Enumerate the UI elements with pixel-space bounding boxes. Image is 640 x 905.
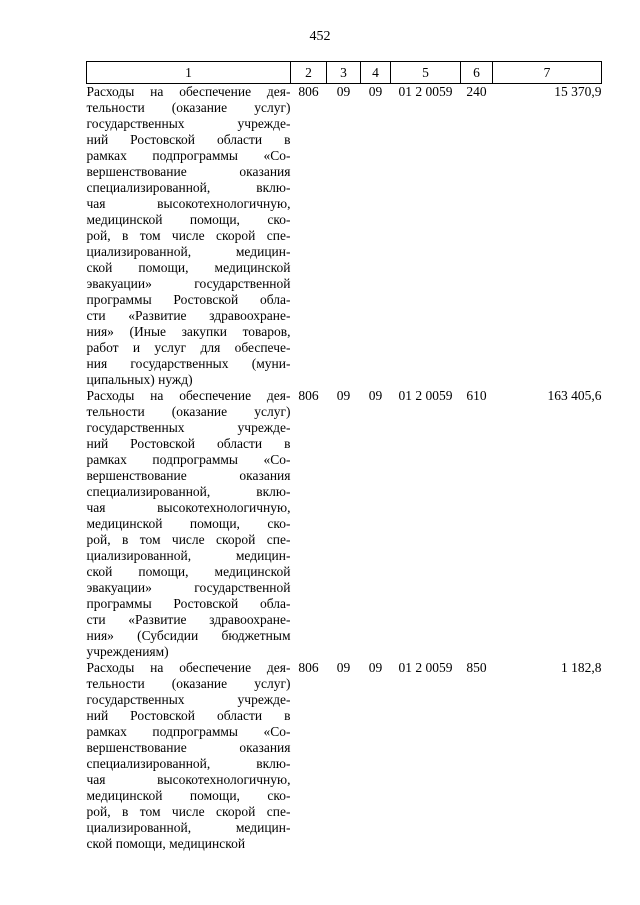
description-line: ний Ростовской области в bbox=[86, 132, 291, 147]
description-line: вершенствование оказания bbox=[86, 164, 291, 179]
description-line: ний Ростовской области в bbox=[86, 436, 291, 451]
target-article-code: 01 2 0059 bbox=[398, 388, 453, 403]
section-code: 09 bbox=[336, 388, 351, 403]
description-line: тельности (оказание услуг) bbox=[86, 676, 291, 691]
budget-table bbox=[86, 61, 602, 852]
expense-type-code: 850 bbox=[466, 660, 487, 675]
description-line: циализированной, медицин- bbox=[86, 820, 291, 835]
description-line: программы Ростовской обла- bbox=[86, 596, 291, 611]
description-line: рой, в том числе скорой спе- bbox=[86, 532, 291, 547]
description-line: вершенствование оказания bbox=[86, 740, 291, 755]
table-row bbox=[87, 660, 602, 852]
description-line: специализированной, вклю- bbox=[86, 180, 291, 195]
description-line: рой, в том числе скорой спе- bbox=[86, 804, 291, 819]
expense-type-code: 610 bbox=[466, 388, 487, 403]
description-line: специализированной, вклю- bbox=[86, 756, 291, 771]
amount: 163 405,6 bbox=[547, 388, 602, 403]
table-row bbox=[87, 84, 602, 389]
expense-description bbox=[87, 388, 291, 660]
description-line: рамках подпрограммы «Со- bbox=[86, 452, 291, 467]
col-header-2: 2 bbox=[291, 62, 327, 84]
expense-description bbox=[87, 660, 291, 852]
amount: 1 182,8 bbox=[561, 660, 602, 675]
description-line: циализированной, медицин- bbox=[86, 548, 291, 563]
page-number: 452 bbox=[309, 29, 331, 44]
description-line: учреждениям) bbox=[86, 644, 169, 659]
description-line: ний Ростовской области в bbox=[86, 708, 291, 723]
section-code: 09 bbox=[336, 660, 351, 675]
expense-type-code: 240 bbox=[466, 84, 487, 99]
description-line: чая высокотехнологичную, bbox=[86, 772, 291, 787]
col-header-7: 7 bbox=[493, 62, 602, 84]
description-line: Расходы на обеспечение дея- bbox=[86, 388, 291, 403]
description-line: ской помощи, медицинской bbox=[86, 836, 246, 851]
col-header-3: 3 bbox=[327, 62, 361, 84]
subsection-code: 09 bbox=[368, 388, 383, 403]
ministry-code: 806 bbox=[298, 84, 319, 99]
description-line: тельности (оказание услуг) bbox=[86, 404, 291, 419]
description-line: эвакуации» государственной bbox=[86, 580, 291, 595]
amount: 15 370,9 bbox=[554, 84, 602, 99]
ministry-code: 806 bbox=[298, 660, 319, 675]
description-line: специализированной, вклю- bbox=[86, 484, 291, 499]
description-line: программы Ростовской обла- bbox=[86, 292, 291, 307]
col-header-5: 5 bbox=[391, 62, 461, 84]
description-line: государственных учрежде- bbox=[86, 116, 291, 131]
description-line: ния» (Иные закупки товаров, bbox=[86, 324, 291, 339]
expense-description bbox=[87, 84, 291, 389]
description-line: сти «Развитие здравоохране- bbox=[86, 308, 291, 323]
description-line: тельности (оказание услуг) bbox=[86, 100, 291, 115]
description-line: государственных учрежде- bbox=[86, 692, 291, 707]
section-code: 09 bbox=[336, 84, 351, 99]
col-header-6: 6 bbox=[461, 62, 493, 84]
subsection-code: 09 bbox=[368, 660, 383, 675]
description-line: чая высокотехнологичную, bbox=[86, 500, 291, 515]
target-article-code: 01 2 0059 bbox=[398, 84, 453, 99]
description-line: рой, в том числе скорой спе- bbox=[86, 228, 291, 243]
description-line: медицинской помощи, ско- bbox=[86, 212, 291, 227]
target-article-code: 01 2 0059 bbox=[398, 660, 453, 675]
description-line: циализированной, медицин- bbox=[86, 244, 291, 259]
description-line: эвакуации» государственной bbox=[86, 276, 291, 291]
description-line: медицинской помощи, ско- bbox=[86, 516, 291, 531]
description-line: вершенствование оказания bbox=[86, 468, 291, 483]
description-line: работ и услуг для обеспече- bbox=[86, 340, 291, 355]
description-line: государственных учрежде- bbox=[86, 420, 291, 435]
description-line: Расходы на обеспечение дея- bbox=[86, 84, 291, 99]
description-line: сти «Развитие здравоохране- bbox=[86, 612, 291, 627]
description-line: ния государственных (муни- bbox=[86, 356, 291, 371]
subsection-code: 09 bbox=[368, 84, 383, 99]
description-line: ципальных) нужд) bbox=[86, 372, 193, 387]
description-line: чая высокотехнологичную, bbox=[86, 196, 291, 211]
col-header-1: 1 bbox=[87, 62, 291, 84]
col-header-4: 4 bbox=[361, 62, 391, 84]
description-line: ской помощи, медицинской bbox=[86, 564, 291, 579]
header-row bbox=[87, 62, 602, 84]
description-line: ской помощи, медицинской bbox=[86, 260, 291, 275]
description-line: Расходы на обеспечение дея- bbox=[86, 660, 291, 675]
description-line: рамках подпрограммы «Со- bbox=[86, 148, 291, 163]
table-row bbox=[87, 388, 602, 660]
description-line: ния» (Субсидии бюджетным bbox=[86, 628, 291, 643]
ministry-code: 806 bbox=[298, 388, 319, 403]
description-line: рамках подпрограммы «Со- bbox=[86, 724, 291, 739]
description-line: медицинской помощи, ско- bbox=[86, 788, 291, 803]
